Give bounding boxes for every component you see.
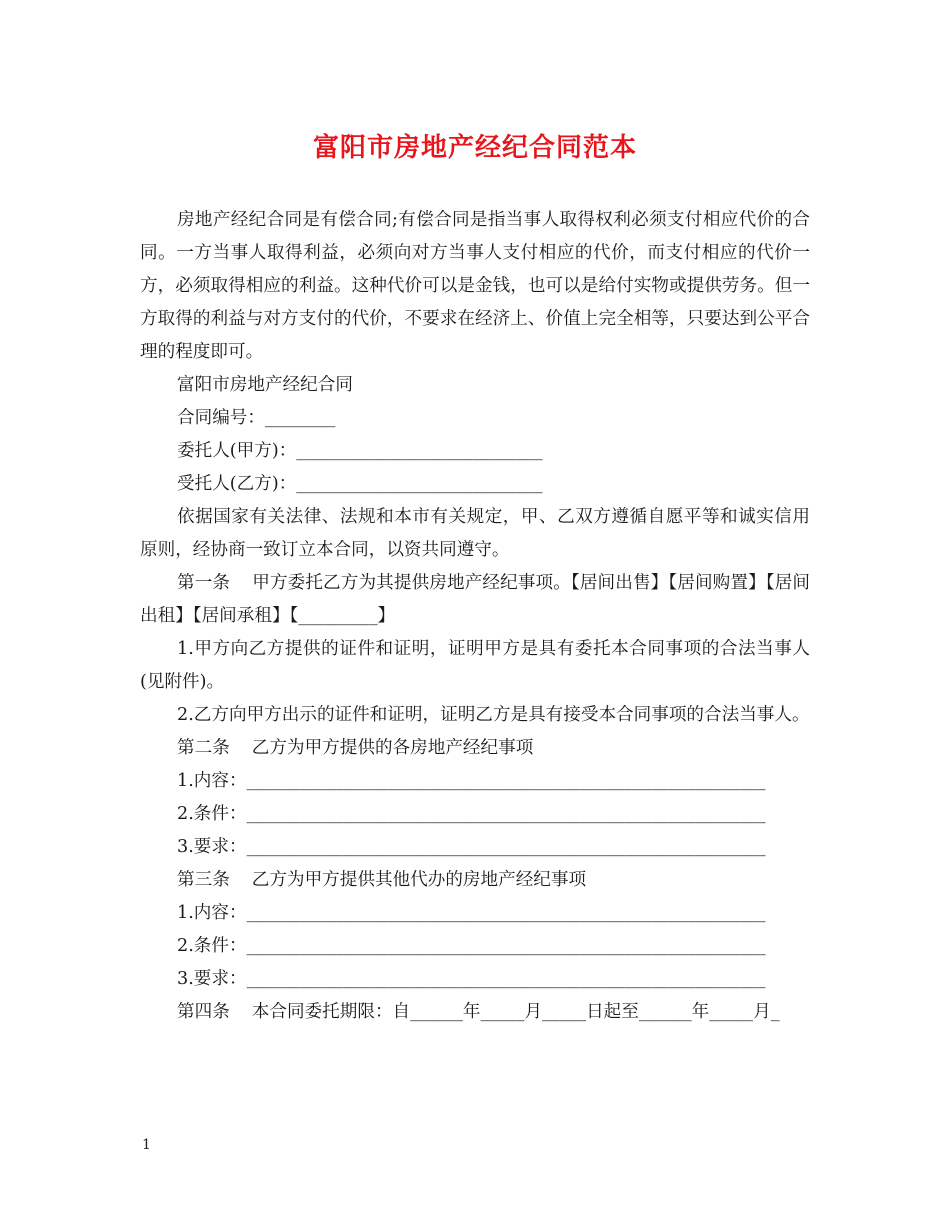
article-3-content-field: 1.内容：___________________________________________________________ <box>177 903 766 923</box>
article-1-text: 甲方委托乙方为其提供房地产经纪事项。【居间出售】【居间购置】【居间出租】【居间承租】【_________】 <box>140 573 810 626</box>
article-4 <box>140 996 810 1029</box>
article-1-heading: 第一条 <box>177 573 231 593</box>
article-1 <box>140 567 810 633</box>
article-2-content-field: 1.内容：___________________________________________________________ <box>177 771 766 791</box>
article-2-heading: 第二条 <box>177 738 230 758</box>
article-3-conditions-field: 2.条件：___________________________________________________________ <box>177 936 766 956</box>
article-4-text: 本合同委托期限：自______年_____月_____日起至______年_____月_ <box>251 1002 780 1022</box>
document-title: 富阳市房地产经纪合同范本 <box>312 133 637 163</box>
article-3-requirements-field: 3.要求：___________________________________________________________ <box>177 969 766 989</box>
article-2 <box>140 732 810 765</box>
contract-number-field: 合同编号：________ <box>177 408 336 428</box>
document-body <box>140 204 810 1029</box>
article-2-requirements-field: 3.要求：___________________________________________________________ <box>177 837 766 857</box>
article-1-item-1: 1.甲方向乙方提供的证件和证明，证明甲方是具有委托本合同事项的合法当事人(见附件)。 <box>140 639 810 692</box>
article-3-text: 乙方为甲方提供其他代办的房地产经纪事项 <box>251 870 587 890</box>
article-4-heading: 第四条 <box>177 1002 230 1022</box>
party-b-field: 受托人(乙方)：____________________________ <box>177 474 543 494</box>
page-number: 1 <box>142 1137 151 1153</box>
article-2-conditions-field: 2.条件：___________________________________________________________ <box>177 804 766 824</box>
article-3 <box>140 864 810 897</box>
article-3-heading: 第三条 <box>177 870 230 890</box>
basis-paragraph: 依据国家有关法律、法规和本市有关规定，甲、乙双方遵循自愿平等和诚实信用原则，经协商一致订立本合同，以资共同遵守。 <box>140 507 810 560</box>
article-2-text: 乙方为甲方提供的各房地产经纪事项 <box>251 738 534 758</box>
article-1-item-2: 2.乙方向甲方出示的证件和证明，证明乙方是具有接受本合同事项的合法当事人。 <box>177 705 810 725</box>
intro-paragraph: 房地产经纪合同是有偿合同;有偿合同是指当事人取得权利必须支付相应代价的合同。一方当事人取得利益，必须向对方当事人支付相应的代价，而支付相应的代价一方，必须取得相应的利益。这种代价可以是金钱，也可以是给付实物或提供劳务。但一方取得的利益与对方支付的代价，不要求在经济上、价值上完全相等，只要达到公平合理的程度即可。 <box>140 210 810 362</box>
contract-name: 富阳市房地产经纪合同 <box>177 375 353 395</box>
party-a-field: 委托人(甲方)：____________________________ <box>177 441 543 461</box>
